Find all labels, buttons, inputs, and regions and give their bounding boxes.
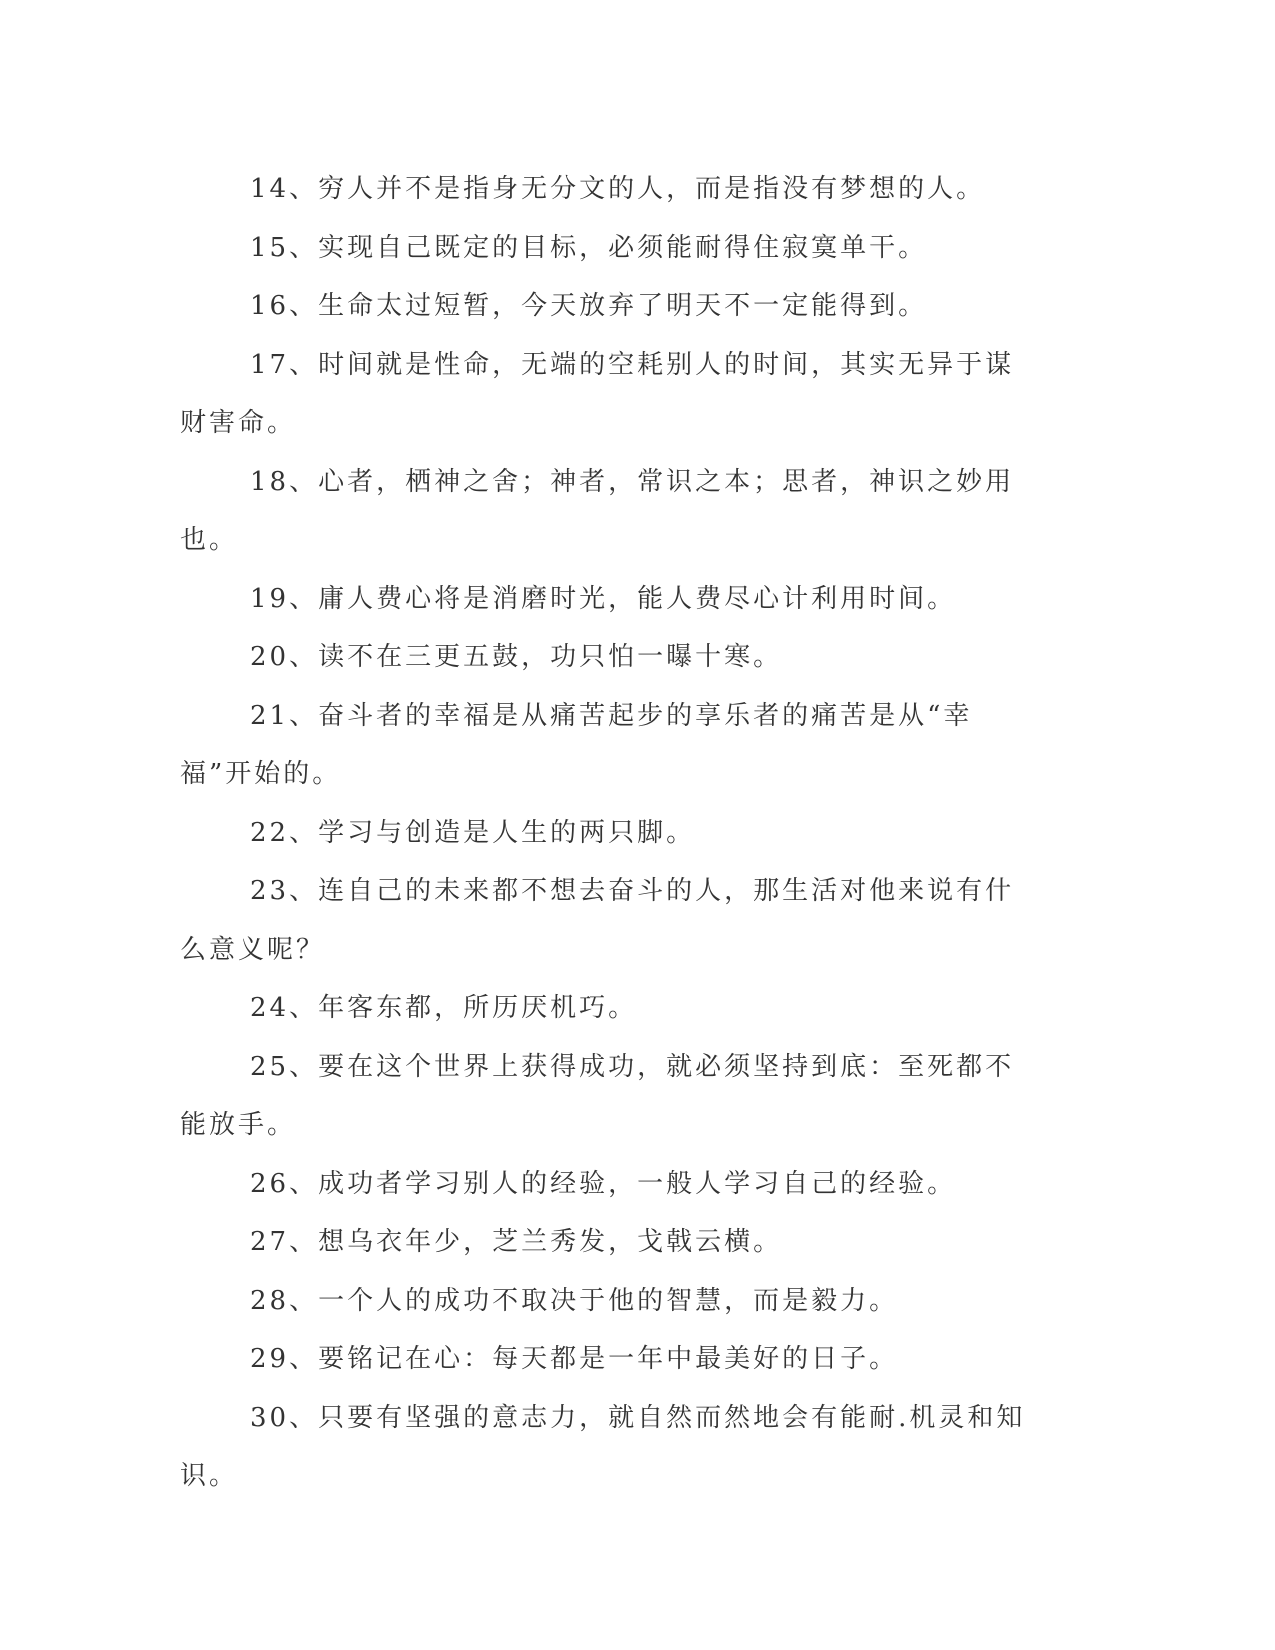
paragraph-18: 18、心者，栖神之舍；神者，常识之本；思者，神识之妙用也。 bbox=[180, 466, 1015, 555]
paragraph-26: 26、成功者学习别人的经验，一般人学习自己的经验。 bbox=[250, 1168, 957, 1199]
paragraph-30: 30、只要有坚强的意志力，就自然而然地会有能耐.机灵和知识。 bbox=[180, 1402, 1026, 1491]
paragraph-28: 28、一个人的成功不取决于他的智慧，而是毅力。 bbox=[250, 1285, 899, 1316]
paragraph-23: 23、连自己的未来都不想去奋斗的人，那生活对他来说有什么意义呢？ bbox=[180, 876, 1015, 965]
paragraph-27: 27、想乌衣年少，芝兰秀发，戈戟云横。 bbox=[250, 1227, 783, 1257]
paragraph-19: 19、庸人费心将是消磨时光，能人费尽心计利用时间。 bbox=[250, 583, 957, 614]
paragraph-25: 25、要在这个世界上获得成功，就必须坚持到底：至死都不能放手。 bbox=[180, 1051, 1015, 1140]
paragraph-14: 14、穷人并不是指身无分文的人，而是指没有梦想的人。 bbox=[250, 174, 986, 204]
paragraph-20: 20、读不在三更五鼓，功只怕一曝十寒。 bbox=[250, 642, 783, 672]
paragraph-15: 15、实现自己既定的目标，必须能耐得住寂寞单干。 bbox=[250, 232, 928, 263]
paragraph-22: 22、学习与创造是人生的两只脚。 bbox=[250, 817, 696, 848]
paragraph-21: 21、奋斗者的幸福是从痛苦起步的享乐者的痛苦是从“幸福”开始的。 bbox=[180, 700, 973, 789]
paragraph-16: 16、生命太过短暂，今天放弃了明天不一定能得到。 bbox=[250, 291, 928, 321]
paragraph-17: 17、时间就是性命，无端的空耗别人的时间，其实无异于谋财害命。 bbox=[180, 349, 1015, 438]
paragraph-29: 29、要铭记在心：每天都是一年中最美好的日子。 bbox=[250, 1344, 899, 1374]
document-body bbox=[180, 160, 1040, 1506]
paragraph-24: 24、年客东都，所历厌机巧。 bbox=[250, 993, 638, 1023]
